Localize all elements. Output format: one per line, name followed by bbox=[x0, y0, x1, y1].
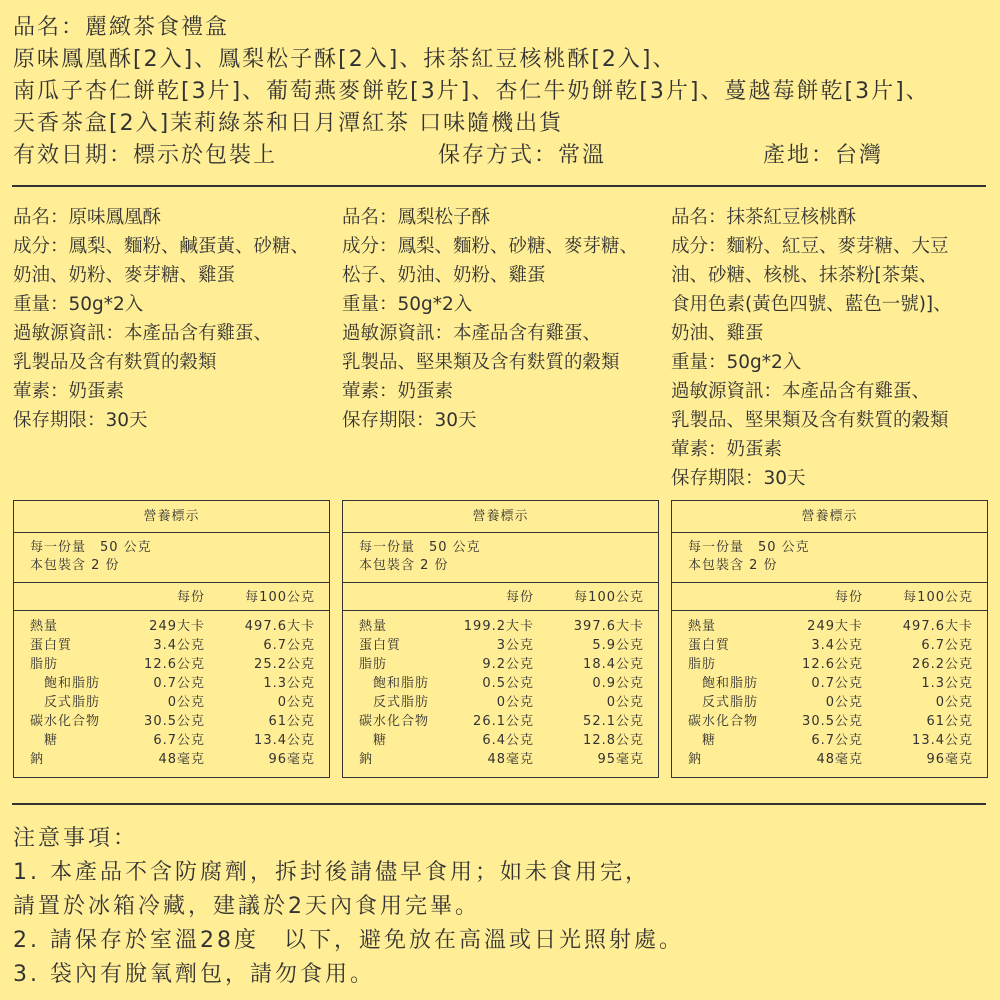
detail-line: 保存期限：30天 bbox=[13, 410, 148, 431]
table-row bbox=[343, 731, 658, 750]
nutrient-name: 熱量 bbox=[359, 619, 388, 634]
per-serving-value: 9.2公克 bbox=[482, 657, 534, 672]
nutrient-name: 反式脂肪 bbox=[44, 695, 101, 710]
detail-line: 品名：鳳梨松子酥 bbox=[342, 207, 491, 228]
per-serving-value: 0公克 bbox=[167, 695, 205, 710]
product-details bbox=[13, 203, 1000, 493]
per-serving-value: 0.7公克 bbox=[811, 676, 863, 691]
table-row bbox=[14, 655, 329, 674]
nutrient-name: 飽和脂肪 bbox=[702, 676, 759, 691]
nutrition-table bbox=[342, 500, 659, 778]
nutrient-name: 脂肪 bbox=[359, 657, 388, 672]
table-row bbox=[672, 712, 987, 731]
per-100g-value: 1.3公克 bbox=[921, 676, 973, 691]
nutrient-name: 熱量 bbox=[688, 619, 717, 634]
per-100g-value: 61公克 bbox=[268, 714, 315, 729]
table-row bbox=[343, 674, 658, 693]
serving-size: 每一份量 50 公克 bbox=[359, 540, 481, 555]
table-header bbox=[672, 583, 987, 611]
detail-line: 重量：50g*2入 bbox=[13, 294, 144, 315]
detail-line: 成分：鳳梨、麵粉、鹹蛋黃、砂糖、 bbox=[13, 236, 310, 257]
detail-line: 保存期限：30天 bbox=[342, 410, 477, 431]
table-row bbox=[343, 636, 658, 655]
nutrition-title: 營養標示 bbox=[343, 501, 658, 533]
table-row bbox=[672, 655, 987, 674]
per-serving-value: 6.7公克 bbox=[153, 733, 205, 748]
detail-line: 乳製品及含有麩質的穀類 bbox=[13, 352, 217, 373]
detail-line: 成分：麵粉、紅豆、麥芽糖、大豆 bbox=[671, 236, 949, 257]
per-serving-value: 0公克 bbox=[825, 695, 863, 710]
per-serving-value: 48毫克 bbox=[487, 752, 534, 767]
nutrient-name: 飽和脂肪 bbox=[373, 676, 430, 691]
table-body bbox=[14, 611, 329, 769]
note-line: 1. 本產品不含防腐劑，拆封後請儘早食用；如未食用完， bbox=[13, 860, 650, 885]
nutrition-table bbox=[13, 500, 330, 778]
serving-size: 每一份量 50 公克 bbox=[30, 540, 152, 555]
per-serving-value: 3.4公克 bbox=[811, 638, 863, 653]
table-body bbox=[672, 611, 987, 769]
servings-per-pack: 本包裝含 2 份 bbox=[688, 558, 778, 573]
detail-line: 奶油、雞蛋 bbox=[671, 323, 764, 344]
per-100g-value: 12.8公克 bbox=[583, 733, 644, 748]
per-serving-value: 48毫克 bbox=[816, 752, 863, 767]
per-100g-value: 52.1公克 bbox=[583, 714, 644, 729]
header-per-100g: 每100公克 bbox=[903, 590, 973, 605]
per-serving-value: 12.6公克 bbox=[802, 657, 863, 672]
contents-line: 天香茶盒[2入]茉莉綠茶和日月潭紅茶 口味隨機出貨 bbox=[13, 111, 564, 136]
detail-line: 葷素：奶蛋素 bbox=[342, 381, 454, 402]
per-serving-value: 249大卡 bbox=[149, 619, 205, 634]
per-serving-value: 30.5公克 bbox=[144, 714, 205, 729]
per-serving-value: 12.6公克 bbox=[144, 657, 205, 672]
nutrition-title: 營養標示 bbox=[14, 501, 329, 533]
header-per-serving: 每份 bbox=[176, 590, 205, 605]
header-per-100g: 每100公克 bbox=[574, 590, 644, 605]
detail-line: 品名：抹茶紅豆核桃酥 bbox=[671, 207, 857, 228]
header-blank bbox=[688, 583, 763, 610]
expiry-info: 有效日期：標示於包裝上 bbox=[13, 143, 278, 168]
table-row bbox=[343, 655, 658, 674]
storage-info: 保存方式：常溫 bbox=[438, 143, 607, 168]
servings-per-pack: 本包裝含 2 份 bbox=[30, 558, 120, 573]
per-serving-value: 3.4公克 bbox=[153, 638, 205, 653]
per-100g-value: 25.2公克 bbox=[254, 657, 315, 672]
per-100g-value: 95毫克 bbox=[597, 752, 644, 767]
per-serving-value: 249大卡 bbox=[807, 619, 863, 634]
per-100g-value: 6.7公克 bbox=[921, 638, 973, 653]
product-name: 品名：麗緻茶食禮盒 bbox=[13, 15, 230, 40]
table-row bbox=[672, 750, 987, 769]
detail-line: 乳製品、堅果類及含有麩質的穀類 bbox=[671, 410, 949, 431]
nutrient-name: 反式脂肪 bbox=[702, 695, 759, 710]
serving-size: 每一份量 50 公克 bbox=[688, 540, 810, 555]
product-column bbox=[13, 203, 342, 493]
per-serving-value: 0公克 bbox=[496, 695, 534, 710]
table-row bbox=[14, 693, 329, 712]
detail-line: 松子、奶油、奶粉、雞蛋 bbox=[342, 265, 546, 286]
detail-line: 重量：50g*2入 bbox=[671, 352, 802, 373]
table-row bbox=[14, 617, 329, 636]
table-row bbox=[343, 617, 658, 636]
table-row bbox=[14, 674, 329, 693]
per-serving-value: 30.5公克 bbox=[802, 714, 863, 729]
header-per-serving: 每份 bbox=[505, 590, 534, 605]
table-body bbox=[343, 611, 658, 769]
product-column bbox=[342, 203, 671, 493]
per-100g-value: 497.6大卡 bbox=[902, 619, 973, 634]
detail-line: 過敏源資訊：本產品含有雞蛋、 bbox=[671, 381, 931, 402]
table-row bbox=[343, 693, 658, 712]
detail-line: 油、砂糖、核桃、抹茶粉[茶葉、 bbox=[671, 265, 938, 286]
table-header bbox=[14, 583, 329, 611]
per-serving-value: 48毫克 bbox=[158, 752, 205, 767]
per-100g-value: 13.4公克 bbox=[254, 733, 315, 748]
table-row bbox=[14, 712, 329, 731]
table-row bbox=[14, 731, 329, 750]
nutrient-name: 碳水化合物 bbox=[359, 714, 430, 729]
detail-line: 奶油、奶粉、麥芽糖、雞蛋 bbox=[13, 265, 236, 286]
serving-info bbox=[14, 533, 329, 583]
table-row bbox=[343, 750, 658, 769]
header-per-100g: 每100公克 bbox=[245, 590, 315, 605]
notes-section bbox=[13, 822, 684, 992]
divider bbox=[12, 803, 986, 805]
per-serving-value: 6.4公克 bbox=[482, 733, 534, 748]
detail-line: 品名：原味鳳凰酥 bbox=[13, 207, 162, 228]
table-row bbox=[672, 731, 987, 750]
serving-info bbox=[672, 533, 987, 583]
per-100g-value: 397.6大卡 bbox=[573, 619, 644, 634]
header-blank bbox=[359, 583, 434, 610]
note-line: 注意事項： bbox=[13, 826, 139, 851]
nutrition-table bbox=[671, 500, 988, 778]
per-100g-value: 13.4公克 bbox=[912, 733, 973, 748]
per-100g-value: 96毫克 bbox=[268, 752, 315, 767]
per-100g-value: 0公克 bbox=[277, 695, 315, 710]
nutrient-name: 脂肪 bbox=[30, 657, 59, 672]
detail-line: 過敏源資訊：本產品含有雞蛋、 bbox=[342, 323, 602, 344]
nutrient-name: 脂肪 bbox=[688, 657, 717, 672]
per-100g-value: 0公克 bbox=[606, 695, 644, 710]
per-100g-value: 18.4公克 bbox=[583, 657, 644, 672]
detail-line: 過敏源資訊：本產品含有雞蛋、 bbox=[13, 323, 273, 344]
serving-info bbox=[343, 533, 658, 583]
divider bbox=[12, 185, 986, 187]
nutrient-name: 糖 bbox=[373, 733, 388, 748]
per-serving-value: 0.7公克 bbox=[153, 676, 205, 691]
detail-line: 保存期限：30天 bbox=[671, 468, 806, 489]
per-serving-value: 26.1公克 bbox=[473, 714, 534, 729]
nutrient-name: 鈉 bbox=[359, 752, 374, 767]
per-100g-value: 0公克 bbox=[935, 695, 973, 710]
nutrient-name: 鈉 bbox=[688, 752, 703, 767]
per-100g-value: 5.9公克 bbox=[592, 638, 644, 653]
detail-line: 食用色素(黃色四號、藍色一號)]、 bbox=[671, 294, 952, 315]
nutrient-name: 反式脂肪 bbox=[373, 695, 430, 710]
note-line: 3. 袋內有脫氧劑包，請勿食用。 bbox=[13, 962, 375, 987]
per-100g-value: 61公克 bbox=[926, 714, 973, 729]
detail-line: 葷素：奶蛋素 bbox=[13, 381, 125, 402]
product-column bbox=[671, 203, 1000, 493]
note-line: 2. 請保存於室溫28度 以下，避免放在高溫或日光照射處。 bbox=[13, 928, 684, 953]
table-row bbox=[672, 674, 987, 693]
table-row bbox=[672, 636, 987, 655]
nutrient-name: 熱量 bbox=[30, 619, 59, 634]
nutrient-name: 飽和脂肪 bbox=[44, 676, 101, 691]
per-100g-value: 6.7公克 bbox=[263, 638, 315, 653]
nutrition-tables bbox=[13, 500, 1000, 778]
nutrient-name: 碳水化合物 bbox=[30, 714, 101, 729]
header-per-serving: 每份 bbox=[834, 590, 863, 605]
per-100g-value: 26.2公克 bbox=[912, 657, 973, 672]
table-row bbox=[14, 750, 329, 769]
per-serving-value: 3公克 bbox=[496, 638, 534, 653]
table-row bbox=[672, 693, 987, 712]
table-row bbox=[672, 617, 987, 636]
nutrient-name: 蛋白質 bbox=[30, 638, 73, 653]
nutrition-title: 營養標示 bbox=[672, 501, 987, 533]
per-serving-value: 0.5公克 bbox=[482, 676, 534, 691]
detail-line: 葷素：奶蛋素 bbox=[671, 439, 783, 460]
servings-per-pack: 本包裝含 2 份 bbox=[359, 558, 449, 573]
contents-line: 南瓜子杏仁餅乾[3片]、葡萄燕麥餅乾[3片]、杏仁牛奶餅乾[3片]、蔓越莓餅乾[3片]、 bbox=[13, 79, 930, 104]
nutrient-name: 碳水化合物 bbox=[688, 714, 759, 729]
table-header bbox=[343, 583, 658, 611]
nutrient-name: 糖 bbox=[702, 733, 717, 748]
contents-line: 原味鳳凰酥[2入]、鳳梨松子酥[2入]、抹茶紅豆核桃酥[2入]、 bbox=[13, 47, 677, 72]
table-row bbox=[343, 712, 658, 731]
nutrient-name: 糖 bbox=[44, 733, 59, 748]
detail-line: 成分：鳳梨、麵粉、砂糖、麥芽糖、 bbox=[342, 236, 639, 257]
per-100g-value: 497.6大卡 bbox=[244, 619, 315, 634]
detail-line: 重量：50g*2入 bbox=[342, 294, 473, 315]
nutrient-name: 蛋白質 bbox=[359, 638, 402, 653]
nutrient-name: 鈉 bbox=[30, 752, 45, 767]
per-100g-value: 96毫克 bbox=[926, 752, 973, 767]
per-100g-value: 0.9公克 bbox=[592, 676, 644, 691]
detail-line: 乳製品、堅果類及含有麩質的穀類 bbox=[342, 352, 620, 373]
header-blank bbox=[30, 583, 105, 610]
note-line: 請置於冰箱冷藏，建議於2天內食用完畢。 bbox=[13, 894, 480, 919]
table-row bbox=[14, 636, 329, 655]
per-serving-value: 199.2大卡 bbox=[463, 619, 534, 634]
per-100g-value: 1.3公克 bbox=[263, 676, 315, 691]
origin-info: 產地：台灣 bbox=[763, 143, 884, 168]
per-serving-value: 6.7公克 bbox=[811, 733, 863, 748]
nutrient-name: 蛋白質 bbox=[688, 638, 731, 653]
product-header bbox=[13, 12, 998, 172]
